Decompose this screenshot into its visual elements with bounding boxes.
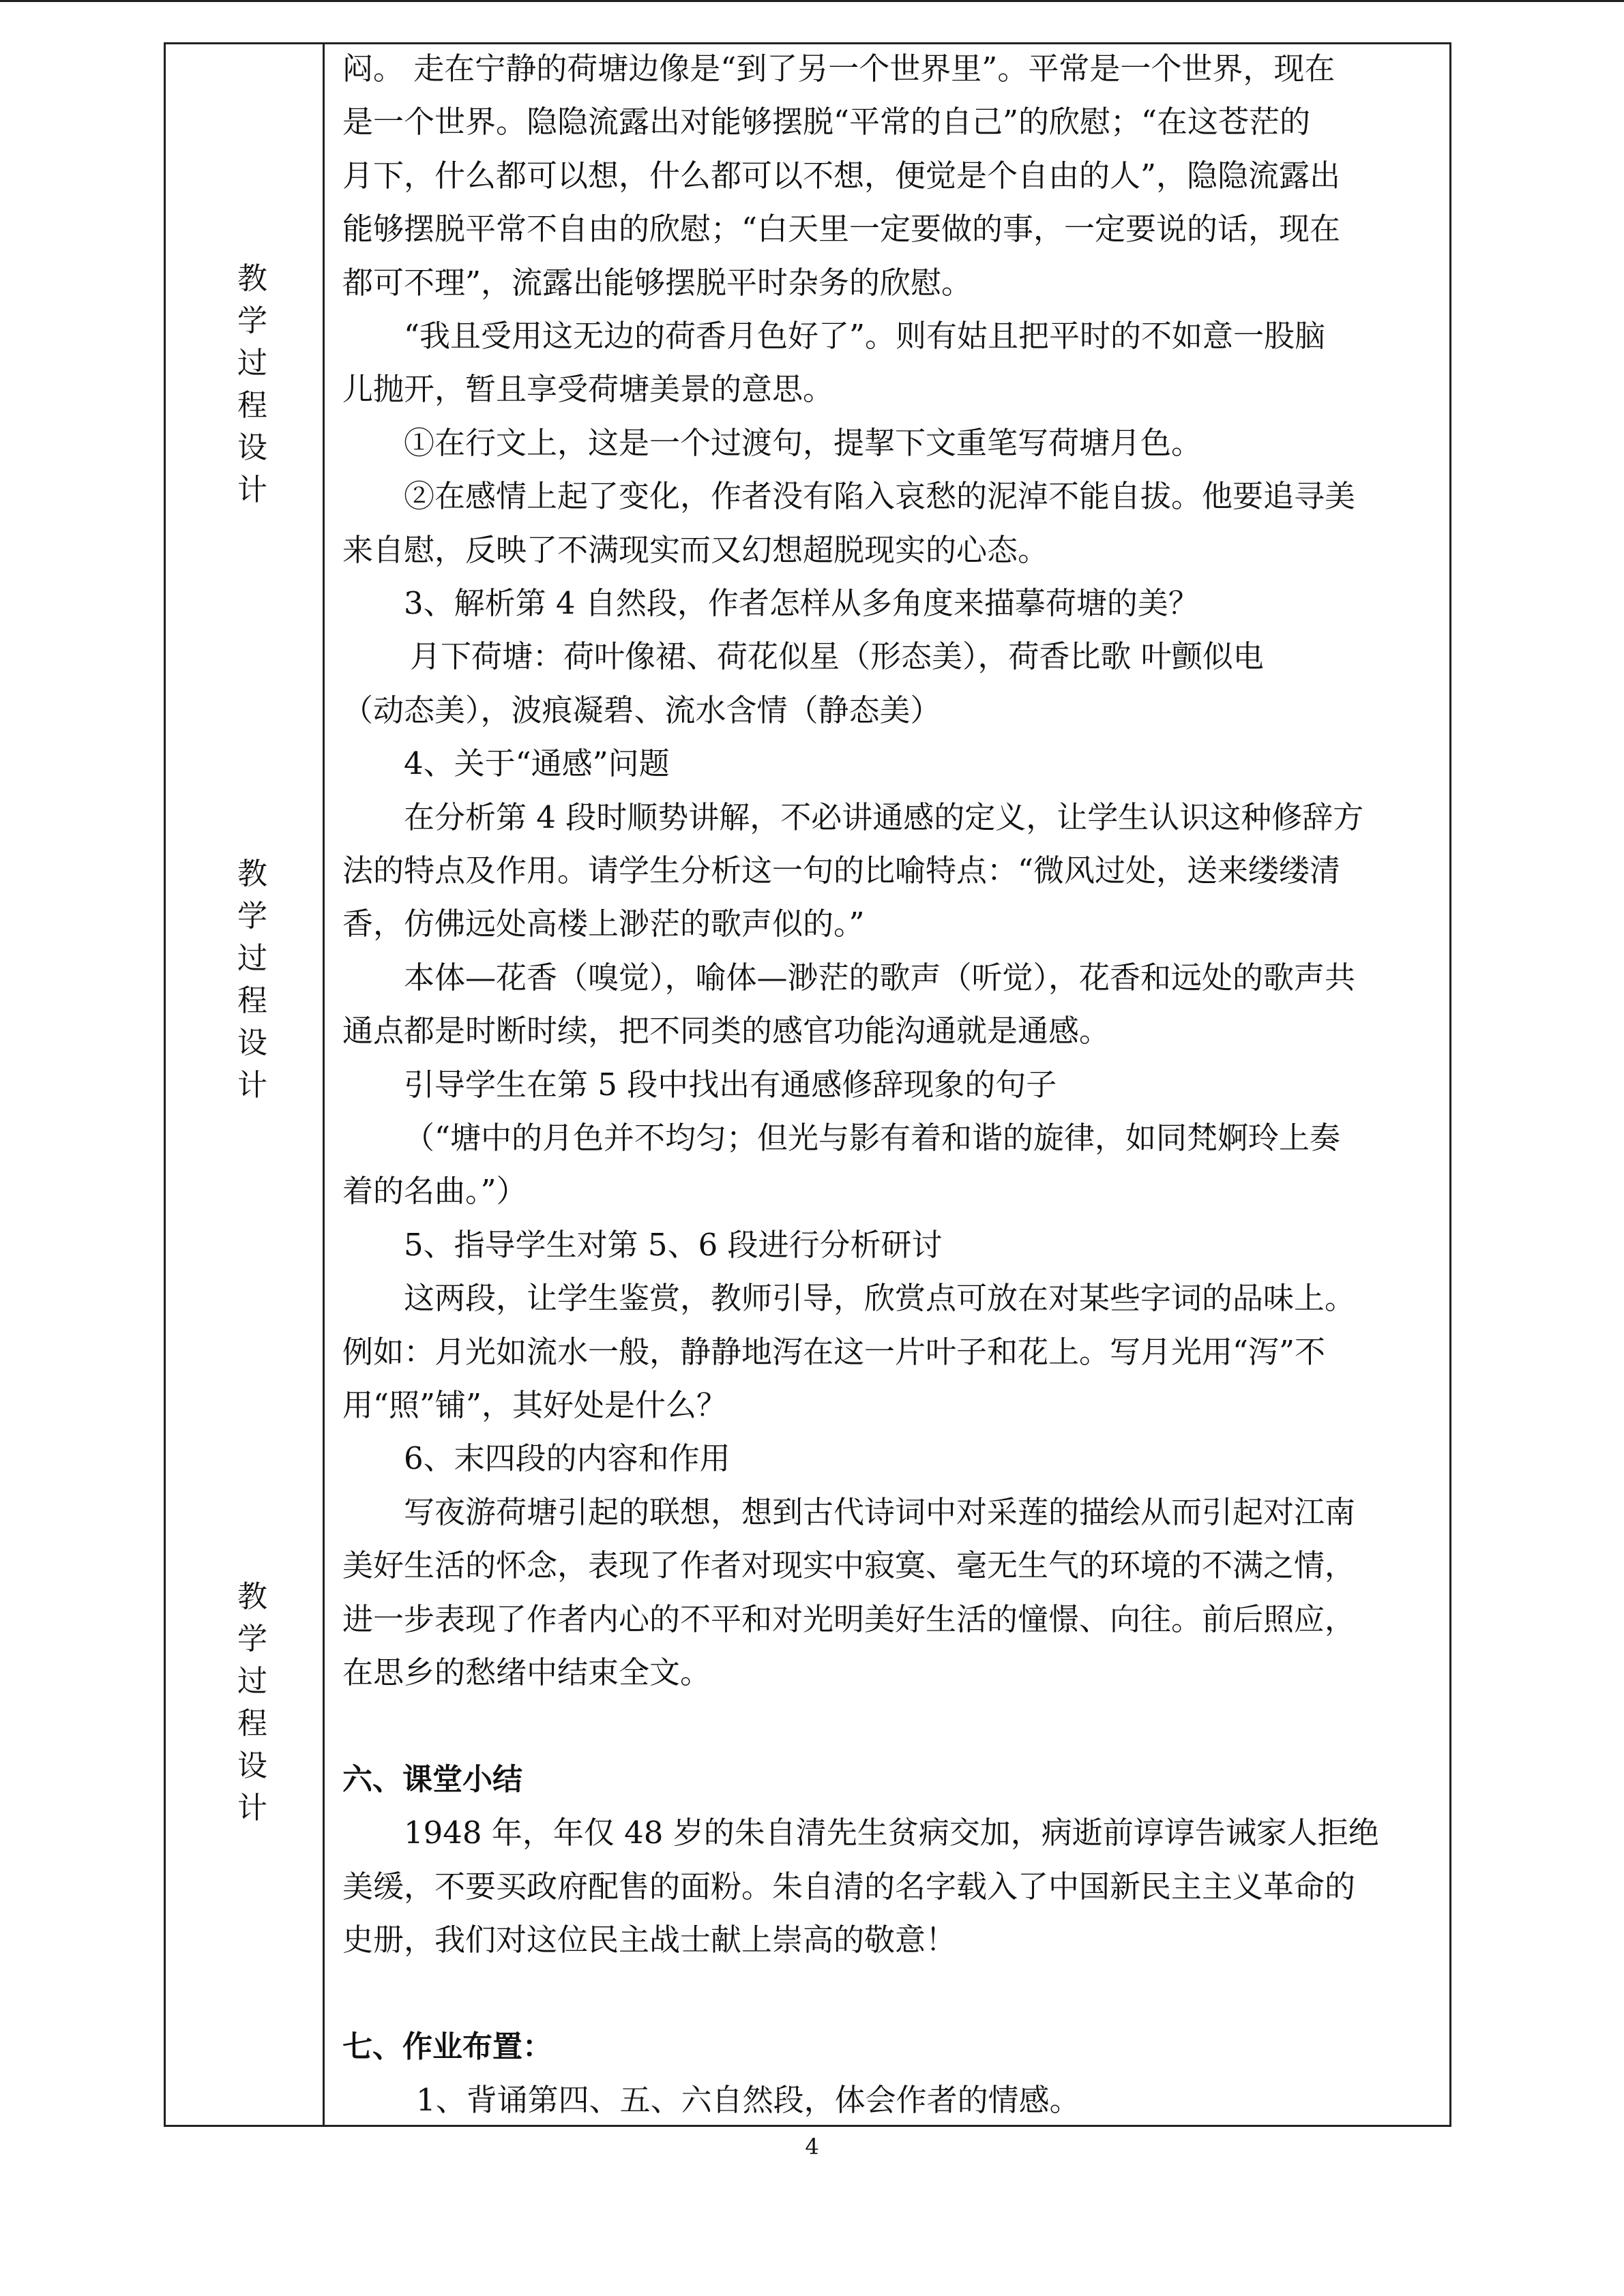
side-char: 设 bbox=[237, 1748, 267, 1783]
side-char: 设 bbox=[237, 1026, 267, 1060]
page-number: 4 bbox=[805, 2134, 819, 2160]
side-char: 计 bbox=[237, 1068, 267, 1103]
text-line: 3、解析第 4 自然段，作者怎样从多角度来描摹荷塘的美？ bbox=[404, 585, 1199, 621]
text-line: ①在行文上，这是一个过渡句，提挈下文重笔写荷塘月色。 bbox=[404, 424, 1202, 461]
text-line: 进一步表现了作者内心的不平和对光明美好生活的憧憬、向往。前后照应， bbox=[342, 1600, 1356, 1637]
side-char: 程 bbox=[237, 983, 267, 1018]
text-line: 6、末四段的内容和作用 bbox=[404, 1440, 730, 1477]
text-line: 香，仿佛远处高楼上渺茫的歌声似的。” bbox=[342, 906, 865, 942]
side-char: 学 bbox=[237, 1622, 267, 1656]
text-line: 例如：月光如流水一般，静静地泻在这一片叶子和花上。写月光用“泻”不 bbox=[342, 1333, 1326, 1370]
side-char: 教 bbox=[237, 261, 267, 296]
text-line: 1、背诵第四、五、六自然段，体会作者的情感。 bbox=[416, 2082, 1080, 2119]
text-line: 月下荷塘：荷叶像裙、荷花似星（形态美），荷香比歌 叶颤似电 bbox=[410, 638, 1264, 675]
text-line: 4、关于“通感”问题 bbox=[404, 745, 670, 782]
text-line: 着的名曲。”） bbox=[342, 1173, 527, 1210]
side-char: 过 bbox=[237, 941, 267, 976]
text-line: 法的特点及作用。请学生分析这一句的比喻特点：“微风过处，送来缕缕清 bbox=[342, 852, 1341, 889]
side-char: 学 bbox=[237, 899, 267, 934]
text-line: 是一个世界。隐隐流露出对能够摆脱“平常的自己”的欣慰；“在这苍茫的 bbox=[342, 104, 1311, 140]
text-line: 能够摆脱平常不自由的欣慰；“白天里一定要做的事，一定要说的话，现在 bbox=[342, 211, 1341, 248]
side-char: 设 bbox=[237, 430, 267, 465]
side-char: 过 bbox=[237, 1664, 267, 1699]
text-line: 在思乡的愁绪中结束全文。 bbox=[342, 1654, 711, 1690]
text-line: 儿抛开，暂且享受荷塘美景的意思。 bbox=[342, 371, 834, 408]
section-heading: 七、作业布置： bbox=[342, 2029, 552, 2064]
text-line: 本体—花香（嗅觉），喻体—渺茫的歌声（听觉），花香和远处的歌声共 bbox=[404, 959, 1356, 996]
text-line: 引导学生在第 5 段中找出有通感修辞现象的句子 bbox=[404, 1066, 1057, 1103]
text-line: 在分析第 4 段时顺势讲解，不必讲通感的定义，让学生认识这种修辞方 bbox=[404, 799, 1364, 835]
column-divider bbox=[323, 42, 325, 2127]
section-heading: 六、课堂小结 bbox=[342, 1761, 522, 1797]
side-char: 计 bbox=[237, 473, 267, 507]
text-line: 月下，什么都可以想，什么都可以不想，便觉是个自由的人”，隐隐流露出 bbox=[342, 157, 1341, 194]
text-line: 闷。 走在宁静的荷塘边像是“到了另一个世界里”。平常是一个世界，现在 bbox=[342, 50, 1335, 87]
side-char: 教 bbox=[237, 1579, 267, 1614]
side-label-middle bbox=[232, 853, 273, 1107]
text-line: （动态美），波痕凝碧、流水含情（静态美） bbox=[342, 691, 941, 728]
text-line: 美好生活的怀念，表现了作者对现实中寂寞、毫无生气的环境的不满之情， bbox=[342, 1547, 1356, 1584]
side-char: 教 bbox=[237, 856, 267, 891]
text-line: 都可不理”，流露出能够摆脱平时杂务的欣慰。 bbox=[342, 264, 973, 301]
text-line: 写夜游荷塘引起的联想，想到古代诗词中对采莲的描绘从而引起对江南 bbox=[404, 1493, 1356, 1530]
text-line: 用“照”铺”，其好处是什么？ bbox=[342, 1387, 728, 1423]
text-line: 5、指导学生对第 5、6 段进行分析研讨 bbox=[404, 1226, 943, 1263]
text-line: ②在感情上起了变化，作者没有陷入哀愁的泥淖不能自拔。他要追寻美 bbox=[404, 478, 1356, 515]
text-line: （“塘中的月色并不均匀；但光与影有着和谐的旋律，如同梵婀玲上奏 bbox=[404, 1120, 1341, 1156]
text-line: “我且受用这无边的荷香月色好了”。则有姑且把平时的不如意一股脑 bbox=[404, 318, 1326, 354]
side-label-bottom bbox=[232, 1576, 273, 1830]
text-line: 史册，我们对这位民主战士献上崇高的敬意！ bbox=[342, 1922, 957, 1958]
text-line: 1948 年，年仅 48 岁的朱自清先生贫病交加，病逝前谆谆告诫家人拒绝 bbox=[404, 1815, 1379, 1851]
side-char: 过 bbox=[237, 346, 267, 381]
side-char: 学 bbox=[237, 303, 267, 338]
text-line: 通点都是时断时续，把不同类的感官功能沟通就是通感。 bbox=[342, 1013, 1110, 1049]
side-char: 程 bbox=[237, 388, 267, 423]
side-label-top bbox=[232, 258, 273, 511]
side-char: 计 bbox=[237, 1791, 267, 1825]
side-char: 程 bbox=[237, 1706, 267, 1741]
top-rule bbox=[0, 0, 1624, 2]
text-line: 这两段，让学生鉴赏，教师引导，欣赏点可放在对某些字词的品味上。 bbox=[404, 1280, 1356, 1317]
text-line: 来自慰，反映了不满现实而又幻想超脱现实的心态。 bbox=[342, 531, 1049, 568]
text-line: 美缓，不要买政府配售的面粉。朱自清的名字载入了中国新民主主义革命的 bbox=[342, 1868, 1356, 1905]
